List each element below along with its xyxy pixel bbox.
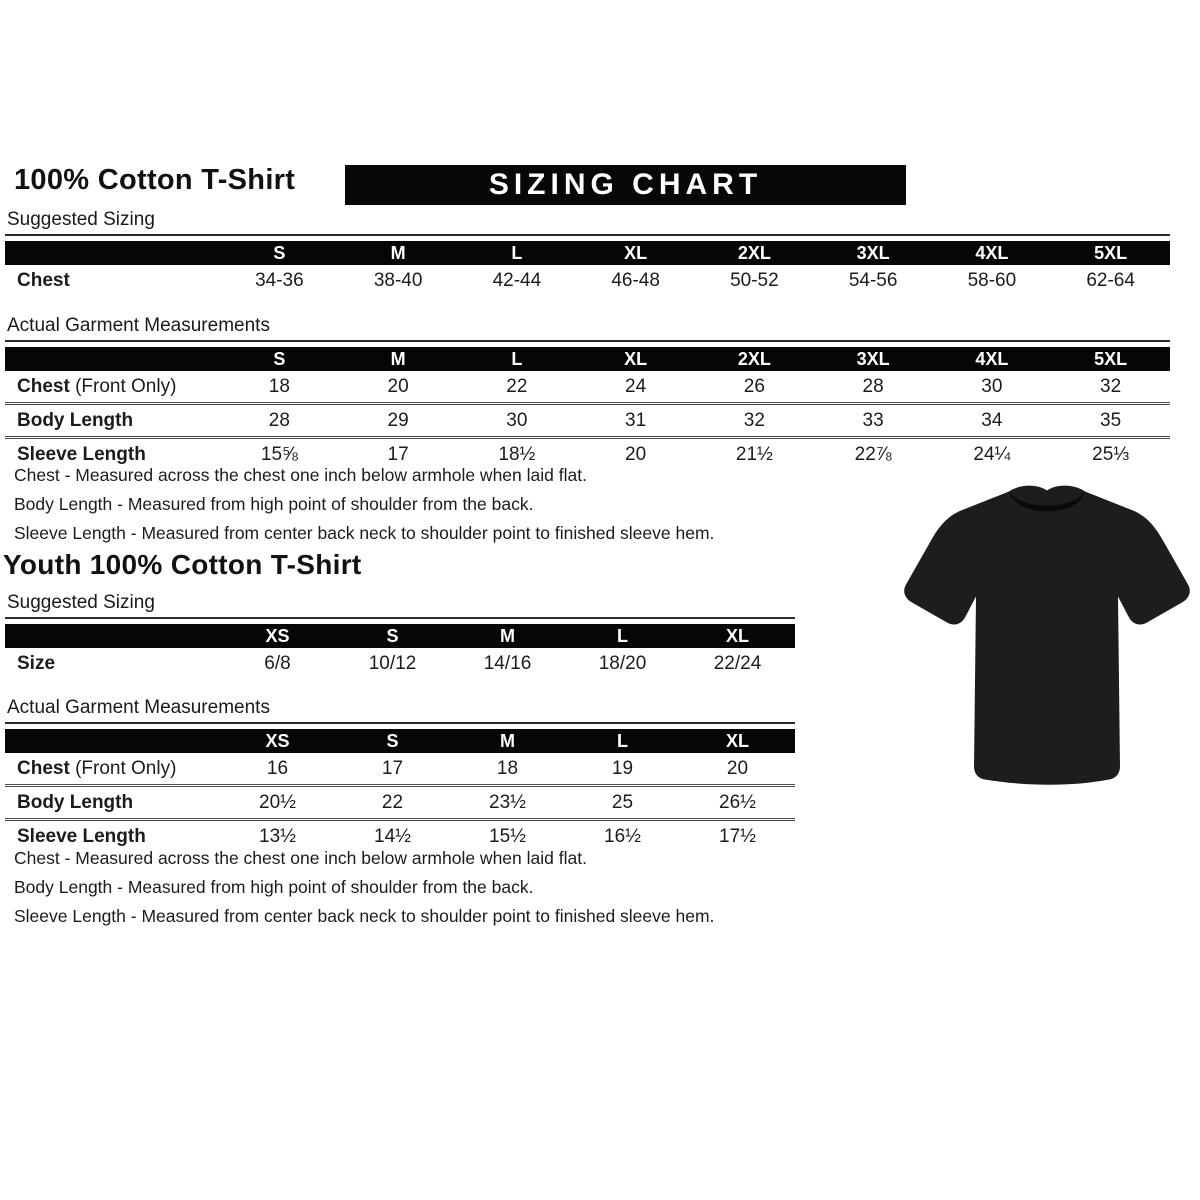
measurement-cell: 16 bbox=[266, 758, 289, 779]
measurement-cell: 18 bbox=[268, 376, 290, 397]
tshirt-graphic bbox=[897, 472, 1197, 817]
measurement-cell: 50-52 bbox=[730, 270, 779, 291]
youth-garment-measurements-section bbox=[5, 697, 795, 852]
youth-section-title: Youth 100% Cotton T-Shirt bbox=[3, 549, 362, 580]
adult-garment-measurements-section bbox=[5, 315, 1170, 470]
measurement-note: Chest - Measured across the chest one inch below armhole when laid flat. bbox=[14, 465, 587, 485]
adult-suggested-sizing-section bbox=[5, 209, 1170, 296]
measurement-note: Sleeve Length - Measured from center back neck to shoulder point to finished sleeve hem. bbox=[14, 906, 715, 926]
measurement-cell: 30 bbox=[458, 404, 577, 438]
size-column-header: XL bbox=[680, 624, 795, 648]
measurement-note: Body Length - Measured from high point of shoulder from the back. bbox=[14, 494, 534, 514]
measurement-cell: 20 bbox=[726, 758, 749, 779]
measurement-cell: 15½ bbox=[450, 820, 565, 853]
adult-suggested-sizing-table bbox=[5, 241, 1170, 296]
size-column-header: XS bbox=[220, 624, 335, 648]
size-column-header: S bbox=[335, 729, 450, 753]
measurement-cell: 22 bbox=[335, 786, 450, 820]
measurement-cell: 32 bbox=[695, 404, 814, 438]
table-row bbox=[5, 265, 1170, 296]
table-corner-cell bbox=[5, 241, 220, 265]
measurement-cell: 14½ bbox=[335, 820, 450, 853]
tshirt-body bbox=[904, 486, 1190, 785]
measurement-cell: 23½ bbox=[450, 786, 565, 820]
black-tshirt-image bbox=[897, 472, 1197, 817]
table-row bbox=[5, 753, 795, 786]
table-header-row bbox=[5, 241, 1170, 265]
measurement-cell: 29 bbox=[339, 404, 458, 438]
row-label: Size bbox=[17, 653, 56, 674]
size-column-header: L bbox=[458, 241, 577, 265]
measurement-cell: 33 bbox=[814, 404, 933, 438]
measurement-cell: 28 bbox=[862, 376, 884, 397]
size-column-header: S bbox=[220, 241, 339, 265]
measurement-cell: 10/12 bbox=[368, 653, 417, 674]
measurement-cell: 35 bbox=[1051, 404, 1170, 438]
size-column-header: XS bbox=[220, 729, 335, 753]
measurement-cell: 38-40 bbox=[373, 270, 423, 291]
size-column-header: M bbox=[450, 624, 565, 648]
row-label: Body Length bbox=[5, 404, 220, 438]
measurement-note: Sleeve Length - Measured from center back neck to shoulder point to finished sleeve hem. bbox=[14, 523, 715, 543]
size-column-header: XL bbox=[576, 347, 695, 371]
table-corner-cell bbox=[5, 729, 220, 753]
measurement-cell: 46-48 bbox=[611, 270, 660, 291]
size-column-header: 4XL bbox=[933, 347, 1052, 371]
youth-measurement-notes bbox=[14, 844, 814, 931]
measurement-cell: 18 bbox=[496, 758, 519, 779]
table-corner-cell bbox=[5, 347, 220, 371]
size-column-header: 5XL bbox=[1051, 347, 1170, 371]
measurement-cell: 21½ bbox=[695, 438, 814, 471]
measurement-cell: 17 bbox=[339, 438, 458, 471]
measurement-cell: 17½ bbox=[680, 820, 795, 853]
section-label: Actual Garment Measurements bbox=[5, 315, 1170, 342]
measurement-cell: 62-64 bbox=[1086, 270, 1135, 291]
measurement-cell: 32 bbox=[1100, 376, 1122, 397]
adult-measurement-notes bbox=[14, 461, 814, 548]
size-column-header: 5XL bbox=[1051, 241, 1170, 265]
section-label: Suggested Sizing bbox=[5, 209, 1170, 236]
measurement-cell: 34 bbox=[933, 404, 1052, 438]
measurement-note: Chest - Measured across the chest one inch below armhole when laid flat. bbox=[14, 848, 587, 868]
size-column-header: 2XL bbox=[695, 241, 814, 265]
measurement-cell: 54-56 bbox=[848, 270, 898, 291]
measurement-cell: 13½ bbox=[220, 820, 335, 853]
row-label: Chest bbox=[17, 270, 70, 291]
measurement-cell: 24 bbox=[625, 376, 647, 397]
measurement-cell: 20 bbox=[387, 376, 409, 397]
row-label: Sleeve Length bbox=[5, 820, 220, 853]
measurement-cell: 28 bbox=[220, 404, 339, 438]
table-row bbox=[5, 786, 795, 820]
measurement-cell: 34-36 bbox=[255, 270, 304, 291]
size-column-header: XL bbox=[680, 729, 795, 753]
measurement-cell: 30 bbox=[981, 376, 1003, 397]
table-header-row bbox=[5, 624, 795, 648]
measurement-cell: 14/16 bbox=[483, 653, 532, 674]
size-column-header: M bbox=[339, 347, 458, 371]
table-header-row bbox=[5, 347, 1170, 371]
size-column-header: L bbox=[458, 347, 577, 371]
size-column-header: L bbox=[565, 729, 680, 753]
row-label: Sleeve Length bbox=[5, 438, 220, 471]
size-column-header: S bbox=[220, 347, 339, 371]
measurement-cell: 20 bbox=[576, 438, 695, 471]
measurement-cell: 22 bbox=[506, 376, 528, 397]
table-header-row bbox=[5, 729, 795, 753]
size-column-header: S bbox=[335, 624, 450, 648]
measurement-cell: 16½ bbox=[565, 820, 680, 853]
measurement-cell: 6/8 bbox=[264, 653, 291, 674]
measurement-cell: 22⅞ bbox=[814, 438, 933, 471]
section-label: Suggested Sizing bbox=[5, 592, 795, 619]
measurement-cell: 17 bbox=[381, 758, 404, 779]
adult-garment-measurements-table bbox=[5, 347, 1170, 470]
measurement-cell: 24¼ bbox=[933, 438, 1052, 471]
row-label: Chest (Front Only) bbox=[17, 376, 177, 397]
measurement-cell: 22/24 bbox=[713, 653, 762, 674]
table-row bbox=[5, 648, 795, 679]
measurement-cell: 18½ bbox=[458, 438, 577, 471]
measurement-cell: 42-44 bbox=[492, 270, 542, 291]
measurement-cell: 25 bbox=[565, 786, 680, 820]
measurement-cell: 25⅓ bbox=[1051, 438, 1170, 471]
page-title: 100% Cotton T-Shirt bbox=[14, 164, 296, 196]
size-column-header: 4XL bbox=[933, 241, 1052, 265]
size-column-header: M bbox=[450, 729, 565, 753]
measurement-cell: 19 bbox=[611, 758, 634, 779]
measurement-cell: 26 bbox=[743, 376, 765, 397]
youth-suggested-sizing-section bbox=[5, 592, 795, 679]
measurement-cell: 26½ bbox=[680, 786, 795, 820]
measurement-cell: 58-60 bbox=[967, 270, 1017, 291]
table-row bbox=[5, 404, 1170, 438]
youth-garment-measurements-table bbox=[5, 729, 795, 852]
size-column-header: M bbox=[339, 241, 458, 265]
row-label: Body Length bbox=[5, 786, 220, 820]
measurement-cell: 15⅝ bbox=[220, 438, 339, 471]
measurement-note: Body Length - Measured from high point of shoulder from the back. bbox=[14, 877, 534, 897]
section-label: Actual Garment Measurements bbox=[5, 697, 795, 724]
sizing-chart-banner: SIZING CHART bbox=[345, 165, 906, 205]
youth-suggested-sizing-table bbox=[5, 624, 795, 679]
size-column-header: XL bbox=[576, 241, 695, 265]
table-row bbox=[5, 371, 1170, 404]
size-column-header: L bbox=[565, 624, 680, 648]
measurement-cell: 18/20 bbox=[598, 653, 647, 674]
measurement-cell: 20½ bbox=[220, 786, 335, 820]
table-corner-cell bbox=[5, 624, 220, 648]
measurement-cell: 31 bbox=[576, 404, 695, 438]
row-label: Chest (Front Only) bbox=[17, 758, 177, 779]
size-column-header: 2XL bbox=[695, 347, 814, 371]
size-column-header: 3XL bbox=[814, 347, 933, 371]
size-column-header: 3XL bbox=[814, 241, 933, 265]
